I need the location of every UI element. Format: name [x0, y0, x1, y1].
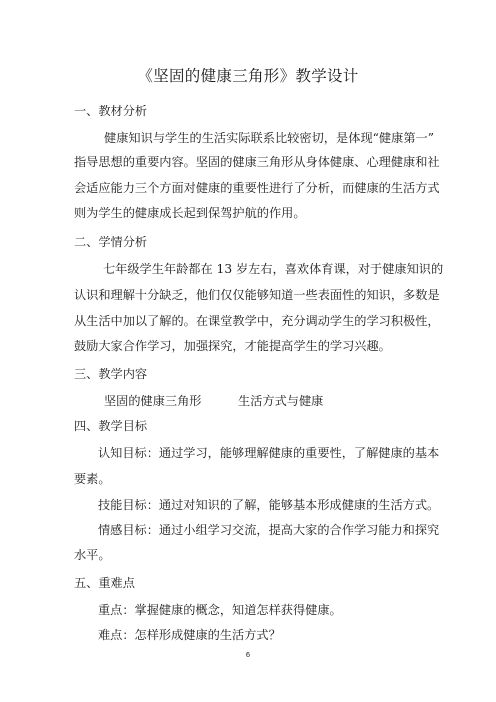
key-point-line: 重点：掌握健康的概念，知道怎样获得健康。	[98, 603, 342, 617]
section-heading-teaching-objectives: 四、教学目标	[74, 419, 148, 433]
paragraph-line: 认识和理解十分缺乏，他们仅仅能够知道一些表面性的知识，多数是	[74, 288, 440, 302]
paragraph-line: 指导思想的重要内容。坚固的健康三角形从身体健康、心理健康和社	[74, 155, 440, 169]
section-heading-key-difficult-points: 五、重难点	[74, 576, 135, 590]
objective-cognitive-line: 要素。	[74, 472, 111, 486]
paragraph-line: 则为学生的健康成长起到保驾护航的作用。	[74, 206, 306, 220]
section-heading-learner-analysis: 二、学情分析	[74, 235, 148, 249]
paragraph-line: 从生活中加以了解的。在课堂教学中，充分调动学生的学习积极性，	[74, 314, 440, 328]
difficult-point-line: 难点：怎样形成健康的生活方式？	[98, 628, 281, 642]
paragraph-line: 七年级学生年龄都在 13 岁左右，喜欢体育课，对于健康知识的	[103, 262, 444, 276]
objective-emotional-line: 水平。	[74, 548, 111, 562]
section-heading-teaching-content: 三、教学内容	[74, 367, 148, 381]
objective-skill-line: 技能目标：通过对知识的了解，能够基本形成健康的生活方式。	[98, 498, 440, 512]
paragraph-line: 鼓励大家合作学习，加强探究，才能提高学生的学习兴趣。	[74, 339, 391, 353]
section-heading-material-analysis: 一、教材分析	[74, 104, 148, 118]
document-title: 《坚固的健康三角形》教学设计	[137, 67, 359, 85]
teaching-content-line: 坚固的健康三角形 生活方式与健康	[104, 394, 324, 408]
page-number: 6	[245, 651, 251, 659]
objective-emotional-line: 情感目标：通过小组学习交流，提高大家的合作学习能力和探究	[98, 523, 440, 537]
paragraph-line: 会适应能力三个方面对健康的重要性进行了分析，而健康的生活方式	[74, 181, 440, 195]
objective-cognitive-line: 认知目标：通过学习，能够理解健康的重要性，了解健康的基本	[98, 446, 440, 460]
paragraph-line: 健康知识与学生的生活实际联系比较密切，是体现“健康第一”	[104, 131, 434, 145]
